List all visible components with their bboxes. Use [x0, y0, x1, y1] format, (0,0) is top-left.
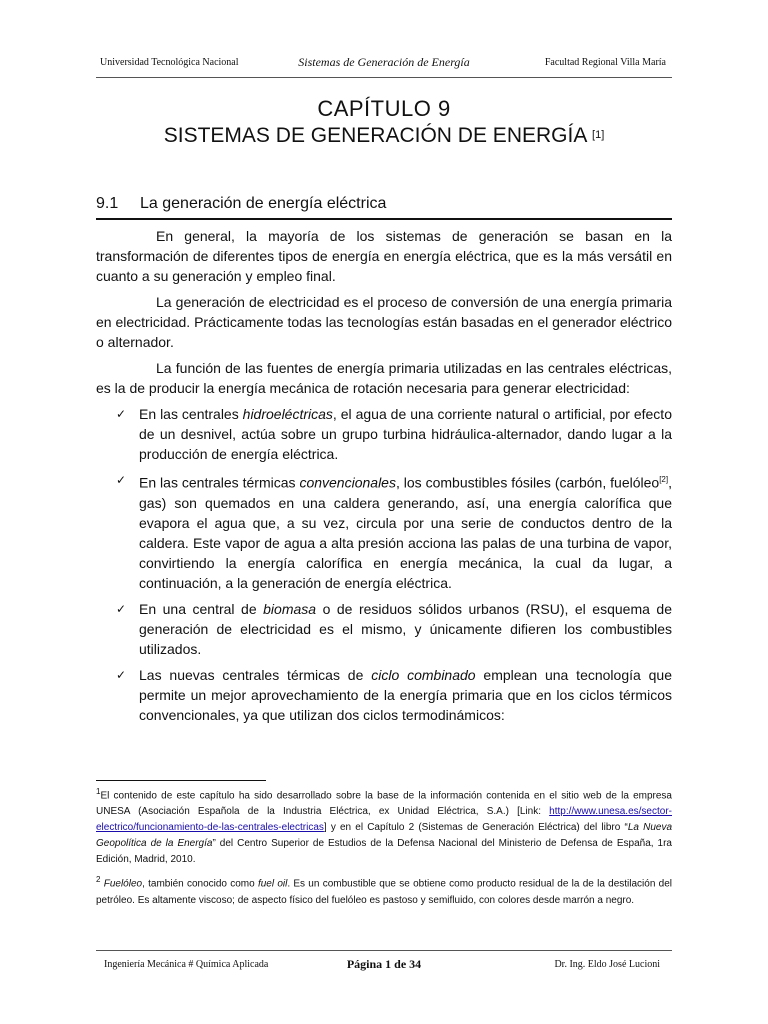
checkmark-icon: ✓: [116, 407, 127, 421]
book-title: La Nueva Geopolítica de la Energía: [96, 822, 672, 850]
chapter-reference: [1]: [592, 129, 605, 141]
section-heading: [96, 195, 672, 213]
checkmark-icon: ✓: [116, 601, 127, 616]
footnote-mark: 2: [96, 875, 101, 885]
bullet-emphasis: hidroeléctricas: [242, 406, 333, 422]
footnote-text: El contenido de este capítulo ha sido desarrollado sobre la base de la información contenida en el sitio web de la empresa UNESA (Asociación Española de la Industria Eléctrica, ex Unidad Eléctrica, S.A.) [Link:: [96, 790, 672, 818]
bullet-item-combined-cycle: [96, 665, 672, 725]
footnote-term: fuel oil: [257, 878, 288, 890]
chapter-heading: [96, 96, 672, 149]
header-course-title: Sistemas de Generación de Energía: [298, 55, 470, 69]
footer-divider: [96, 950, 672, 951]
page-header: [96, 55, 672, 75]
checkmark-icon: ✓: [116, 667, 127, 682]
unesa-link[interactable]: http://www.unesa.es/sector-electrico/funcionamiento-de-las-centrales-electricas: [96, 806, 672, 834]
bullet-text: o de residuos sólidos urbanos (RSU), el esquema de generación de electricidad es el mismo, y únicamente difieren los combustibles utilizados.: [139, 600, 672, 657]
footnote-text: ” del Centro Superior de Estudios de la Defensa Nacional del Ministerio de Defensa de España, 1ra Edición, Madrid, 2010.: [96, 838, 672, 866]
bullet-emphasis: biomasa: [263, 600, 317, 617]
footer-author: Dr. Ing. Eldo José Lucioni: [554, 959, 660, 970]
footnote-text: . Es un combustible que se obtiene como producto residual de la de la destilación del petróleo. Es altamente viscoso; de aspecto físico del fuelóleo es pastoso y semifluido, con colores desde marrón a negro.: [96, 878, 672, 906]
page-number: Página 1 de 34: [346, 957, 422, 971]
bullet-item-hydro: [96, 404, 672, 464]
body-text: [96, 226, 672, 731]
header-faculty: Facultad Regional Villa María: [544, 57, 666, 68]
footnote-text: ] y en el Capítulo 2 (Sistemas de Generación Eléctrica) del libro “: [323, 822, 628, 834]
bullet-text: Las nuevas centrales térmicas de: [139, 666, 372, 683]
section-title: La generación de energía eléctrica: [140, 195, 387, 212]
bullet-text: , los combustibles fósiles (carbón, fuelóleo: [395, 474, 660, 491]
checkmark-icon: ✓: [116, 473, 127, 487]
footnotes: [96, 784, 672, 913]
bullet-item-thermal: [96, 470, 672, 593]
bullet-text: , el agua de una corriente natural o artificial, por efecto de un desnivel, actúa sobre un grupo turbina hidráulica-alternador, dando lugar a la producción de energía eléctrica.: [139, 406, 672, 462]
chapter-number: CAPÍTULO 9: [317, 96, 451, 121]
bullet-text: En las centrales térmicas: [139, 474, 300, 491]
bullet-list: [96, 404, 672, 725]
footer-program: Ingeniería Mecánica # Química Aplicada: [104, 959, 269, 970]
footnote-separator: [96, 780, 266, 781]
bullet-text: , gas) son quemados en una caldera generando, así, una energía calorífica que evapora el agua que, a su vez, circula por una serie de conductos dentro de la caldera. Este vapor de agua a alta presión acciona las palas de una turbina de vapor, convirtiendo la energía calorífica en energía mecánica, la cual da lugar, a continuación, a la generación de energía eléctrica.: [139, 474, 672, 591]
footnote-mark: 1: [96, 787, 101, 796]
bullet-text: En las centrales: [139, 406, 243, 422]
header-university: Universidad Tecnológica Nacional: [100, 57, 239, 68]
paragraph: En general, la mayoría de los sistemas de generación se basan en la transformación de diferentes tipos de energía en energía eléctrica, que es la más versátil en cuanto a su generación y empleo final.: [96, 228, 672, 284]
bullet-emphasis: convencionales: [299, 474, 396, 491]
bullet-item-biomass: [96, 599, 672, 659]
bullet-text: emplean una tecnología que permite un mejor aprovechamiento de la energía primaria que en los ciclos térmicos convencionales, ya que utilizan dos ciclos termodinámicos:: [139, 666, 672, 723]
bullet-text: En una central de: [139, 600, 264, 617]
footnote-2: [96, 872, 672, 908]
bullet-emphasis: ciclo combinado: [371, 666, 476, 683]
footnote-1: [96, 784, 672, 868]
footnote-reference: [2]: [659, 475, 669, 484]
paragraph: La generación de electricidad es el proceso de conversión de una energía primaria en electricidad. Prácticamente todas las tecnologías están basadas en el generador eléctrico o alternador.: [96, 294, 672, 350]
section-divider: [96, 218, 672, 220]
header-divider: [96, 77, 672, 78]
chapter-title: SISTEMAS DE GENERACIÓN DE ENERGÍA: [163, 124, 587, 147]
chapter-title-line: [96, 122, 672, 149]
section-number: 9.1: [96, 195, 119, 212]
paragraph: La función de las fuentes de energía primaria utilizadas en las centrales eléctricas, es la de producir la energía mecánica de rotación necesaria para generar electricidad:: [96, 360, 672, 396]
footnote-text: , también conocido como: [142, 878, 258, 890]
footnote-term: Fuelóleo: [103, 878, 143, 890]
